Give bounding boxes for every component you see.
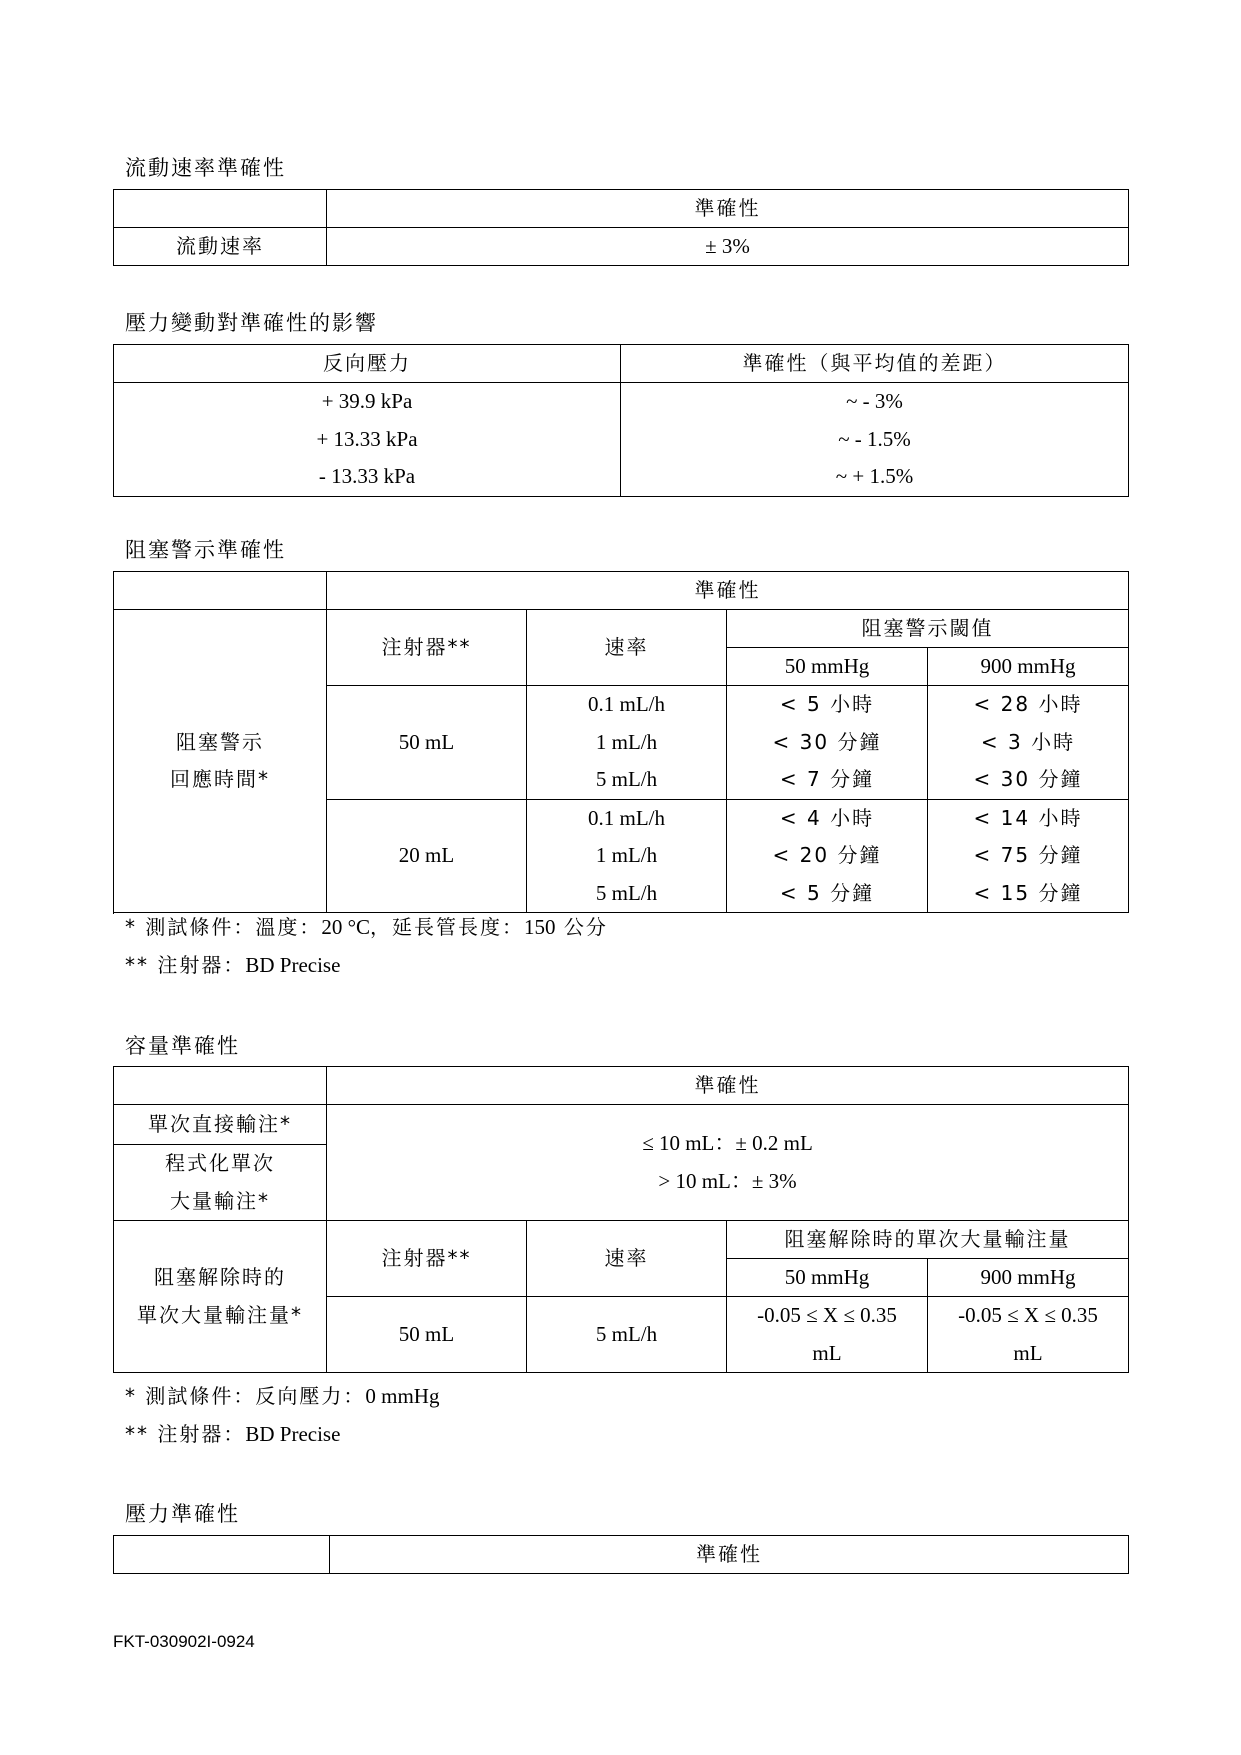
flow-rate-value: ± 3% xyxy=(327,228,1129,266)
occlusion-note-2 xyxy=(125,955,340,976)
times-50-cell xyxy=(727,799,928,913)
note-text: ** 注射器： xyxy=(125,1422,246,1446)
direct-bolus-label: 單次直接輸注* xyxy=(114,1105,327,1145)
rate-value: 0.1 mL/h xyxy=(588,692,665,716)
flow-rate-label: 流動速率 xyxy=(114,228,327,266)
note-syringe: BD Precise xyxy=(245,953,341,977)
time-value: < 28 小時 xyxy=(973,692,1083,716)
rate-value: 5 mL/h xyxy=(595,767,658,791)
empty-corner-cell xyxy=(114,1067,327,1105)
time-value: < 5 分鐘 xyxy=(779,880,875,905)
note-syringe: BD Precise xyxy=(245,1422,341,1446)
rate-value: 0.1 mL/h xyxy=(588,805,665,830)
accuracy-header: 準確性 xyxy=(327,572,1129,610)
note-text: ** 注射器： xyxy=(125,953,246,977)
col-900-mmhg: 900 mmHg xyxy=(928,648,1129,686)
value-line: ≤ 10 mL：± 0.2 mL xyxy=(642,1131,813,1155)
value-line: > 10 mL：± 3% xyxy=(658,1168,797,1193)
syringe-header: 注射器** xyxy=(327,1221,527,1297)
rates-cell xyxy=(527,686,727,800)
section-title-pressure-effect: 壓力變動對準確性的影響 xyxy=(125,311,378,335)
note-text: * 測試條件：溫度： xyxy=(125,915,322,939)
time-value: < 30 分鐘 xyxy=(772,729,882,754)
occlusion-alarm-table xyxy=(113,571,1129,913)
accuracy-header: 準確性 xyxy=(330,1536,1129,1574)
empty-corner-cell xyxy=(114,572,327,610)
document-code: FKT-030902I-0924 xyxy=(113,1632,255,1651)
accuracy-header: 準確性 xyxy=(327,1067,1129,1105)
time-value: < 15 分鐘 xyxy=(973,880,1083,905)
deviation-value: ~ - 3% xyxy=(846,389,903,413)
syringe-20ml: 20 mL xyxy=(327,799,527,913)
section-title-pressure-accuracy: 壓力準確性 xyxy=(125,1502,240,1526)
volume-note-1 xyxy=(125,1386,439,1407)
volume-accuracy-value xyxy=(327,1105,1129,1221)
value-line: mL xyxy=(812,1340,842,1365)
programmed-bolus-label xyxy=(114,1145,327,1221)
section-title-volume-accuracy: 容量準確性 xyxy=(125,1034,240,1058)
syringe-header: 注射器** xyxy=(327,610,527,686)
pressure-value: - 13.33 kPa xyxy=(318,464,416,488)
times-50-cell xyxy=(727,686,928,800)
note-length: 150 xyxy=(524,915,556,939)
time-value: < 7 分鐘 xyxy=(779,767,875,791)
occlusion-note-1 xyxy=(125,917,608,938)
value-line: -0.05 ≤ X ≤ 0.35 xyxy=(958,1303,1098,1327)
pressure-values-cell xyxy=(114,383,621,497)
label-line: 程式化單次 xyxy=(165,1151,275,1175)
rate-5mlh: 5 mL/h xyxy=(527,1297,727,1373)
times-900-cell xyxy=(928,686,1129,800)
note-pressure: 0 mmHg xyxy=(365,1384,440,1408)
value-line: -0.05 ≤ X ≤ 0.35 xyxy=(757,1303,897,1327)
label-line: 大量輸注* xyxy=(170,1188,270,1213)
section-title-flow-rate: 流動速率準確性 xyxy=(125,156,286,180)
accuracy-deviation-header: 準確性（與平均值的差距） xyxy=(621,345,1129,383)
time-value: < 30 分鐘 xyxy=(973,767,1083,791)
note-text: ，延長管長度： xyxy=(370,915,525,939)
accuracy-header: 準確性 xyxy=(327,190,1129,228)
col-900-mmhg: 900 mmHg xyxy=(928,1259,1129,1297)
pressure-value: + 13.33 kPa xyxy=(316,426,418,451)
label-line: 阻塞解除時的 xyxy=(154,1265,286,1289)
time-value: < 20 分鐘 xyxy=(772,843,882,867)
syringe-50ml: 50 mL xyxy=(327,1297,527,1373)
label-line: 阻塞警示 xyxy=(176,729,264,754)
col-50-mmhg: 50 mmHg xyxy=(727,1259,928,1297)
section-title-occlusion-alarm: 阻塞警示準確性 xyxy=(125,538,286,562)
time-value: < 3 小時 xyxy=(980,729,1076,754)
time-value: < 14 小時 xyxy=(973,805,1083,830)
syringe-50ml: 50 mL xyxy=(327,686,527,800)
deviation-values-cell xyxy=(621,383,1129,497)
empty-corner-cell xyxy=(114,190,327,228)
time-value: < 4 小時 xyxy=(779,805,875,830)
flow-rate-table xyxy=(113,189,1129,266)
note-text: 公分 xyxy=(555,915,608,939)
rate-value: 5 mL/h xyxy=(595,880,658,905)
threshold-header: 阻塞警示閾值 xyxy=(727,610,1129,648)
times-900-cell xyxy=(928,799,1129,913)
rate-header: 速率 xyxy=(527,610,727,686)
rates-cell xyxy=(527,799,727,913)
time-value: < 5 小時 xyxy=(779,692,875,716)
bolus-900-value xyxy=(928,1297,1129,1373)
pressure-accuracy-table xyxy=(113,1535,1129,1574)
deviation-value: ~ - 1.5% xyxy=(838,426,911,451)
bolus-50-value xyxy=(727,1297,928,1373)
occlusion-response-time-label xyxy=(114,610,327,913)
rate-value: 1 mL/h xyxy=(595,729,658,754)
deviation-value: ~ + 1.5% xyxy=(835,464,914,488)
label-line: 單次大量輸注量* xyxy=(137,1302,303,1327)
bolus-volume-header: 阻塞解除時的單次大量輸注量 xyxy=(727,1221,1129,1259)
pressure-value: + 39.9 kPa xyxy=(321,389,413,413)
time-value: < 75 分鐘 xyxy=(973,843,1083,867)
rate-header: 速率 xyxy=(527,1221,727,1297)
volume-accuracy-table xyxy=(113,1066,1129,1373)
rate-value: 1 mL/h xyxy=(595,843,658,867)
col-50-mmhg: 50 mmHg xyxy=(727,648,928,686)
back-pressure-header: 反向壓力 xyxy=(114,345,621,383)
post-occlusion-bolus-label xyxy=(114,1221,327,1373)
value-line: mL xyxy=(1013,1340,1043,1365)
pressure-effect-table xyxy=(113,344,1129,497)
empty-corner-cell xyxy=(114,1536,330,1574)
label-line: 回應時間* xyxy=(170,767,270,791)
note-temp: 20 °C xyxy=(321,915,371,939)
volume-note-2 xyxy=(125,1424,340,1445)
note-text: * 測試條件：反向壓力： xyxy=(125,1384,366,1408)
